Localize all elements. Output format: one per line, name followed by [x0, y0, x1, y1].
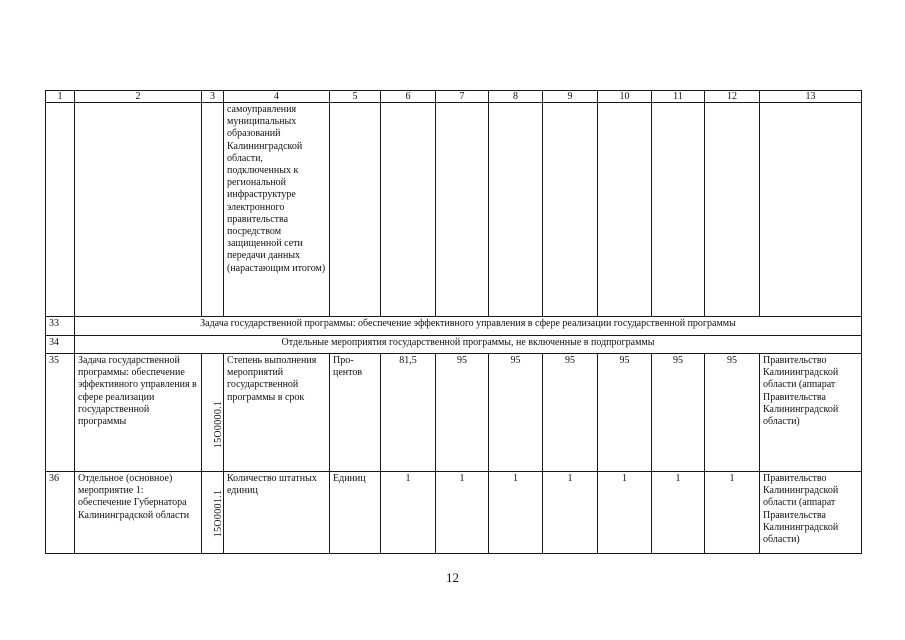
value-cell: 1: [543, 472, 598, 554]
table-row: [46, 336, 862, 354]
value-cell: 1: [436, 472, 489, 554]
indicator-cell: самоуправления муниципальных образований Калининградской области, подключенных к региональной инфраструктуре электронного правительства посредством защищенной сети передачи данных (нарастающим итогом): [224, 103, 330, 317]
value-cell: 1: [381, 472, 436, 554]
value-cell: 81,5: [381, 354, 436, 472]
value-cell: 95: [436, 354, 489, 472]
unit: Про-центов: [330, 354, 381, 472]
value-cell: 95: [652, 354, 705, 472]
program-code: 15О0001.1: [212, 489, 224, 537]
value-cell: 1: [598, 472, 652, 554]
header-cell: 11: [652, 91, 705, 103]
value-cell: 1: [489, 472, 543, 554]
responsible: Правительство Калининградской области (аппарат Правительства Калининградской области): [760, 472, 862, 554]
header-cell: 4: [224, 91, 330, 103]
code-cell: [202, 472, 224, 554]
table-row: [46, 317, 862, 336]
continuation-row: [46, 103, 862, 317]
row-number: 33: [46, 317, 75, 336]
page-number: 12: [446, 570, 459, 585]
row-number: 36: [46, 472, 75, 554]
header-cell: 7: [436, 91, 489, 103]
program-code: 15О0000.1: [212, 400, 224, 448]
header-cell: 8: [489, 91, 543, 103]
header-cell: 2: [75, 91, 202, 103]
value-cell: 95: [598, 354, 652, 472]
value-cell: 95: [705, 354, 760, 472]
header-cell: 9: [543, 91, 598, 103]
row-number: 34: [46, 336, 75, 354]
value-cell: 1: [705, 472, 760, 554]
header-cell: 6: [381, 91, 436, 103]
header-cell: 1: [46, 91, 75, 103]
value-cell: 95: [489, 354, 543, 472]
task-title: Задача государственной программы: обеспечение эффективного управления в сфере реализации государственной программы: [75, 317, 862, 336]
header-cell: 13: [760, 91, 862, 103]
program-name: Отдельное (основное) мероприятие 1: обеспечение Губернатора Калининградской области: [75, 472, 202, 554]
program-name: Задача государственной программы: обеспечение эффективного управления в сфере реализации государственной программы: [75, 354, 202, 472]
header-cell: 12: [705, 91, 760, 103]
section-title: Отдельные мероприятия государственной программы, не включенные в подпрограммы: [75, 336, 862, 354]
value-cell: 1: [652, 472, 705, 554]
indicator-name: Количество штатных единиц: [224, 472, 330, 554]
header-cell: 10: [598, 91, 652, 103]
value-cell: 95: [543, 354, 598, 472]
table-row: [46, 354, 862, 472]
code-cell: [202, 354, 224, 472]
header-cell: 5: [330, 91, 381, 103]
row-number: 35: [46, 354, 75, 472]
responsible: Правительство Калининградской области (аппарат Правительства Калининградской области): [760, 354, 862, 472]
indicators-table: [45, 90, 862, 554]
header-row: [46, 91, 862, 103]
header-cell: 3: [202, 91, 224, 103]
indicator-name: Степень выполнения мероприятий государственной программы в срок: [224, 354, 330, 472]
unit: Единиц: [330, 472, 381, 554]
table-row: [46, 472, 862, 554]
